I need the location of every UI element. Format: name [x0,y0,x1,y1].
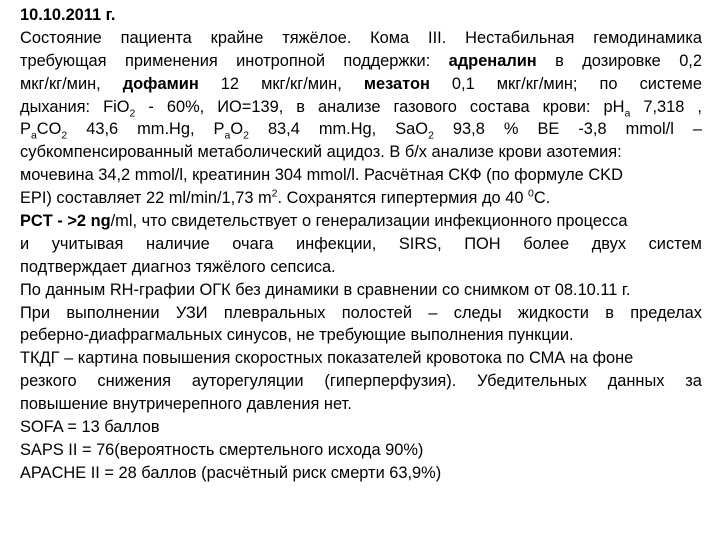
word: в [555,51,564,70]
word: mm.Hg, [137,120,195,139]
text-line: повышение внутричерепного давления нет. [20,395,352,414]
word: полостей [341,303,413,322]
word: за [685,372,702,391]
sao2-label: SaO$_2$ [395,120,434,142]
date-heading: 10.10.2011 г. [20,6,116,24]
word: 60%, [166,97,205,116]
word: Нестабильная [465,28,575,47]
word: крайне [210,28,264,47]
word: ИО=139, [217,97,284,116]
word: в [605,303,614,322]
word: плевральных [223,303,326,322]
word: дозировке [582,51,661,70]
pao2-value: 83,4 [267,120,300,139]
word: учитывая [51,234,124,253]
word: , [697,97,702,116]
word: гемодинамика [593,28,702,47]
word: систем [648,234,702,253]
word: SIRS, [398,234,442,253]
drug-mezaton: мезатон [363,74,430,93]
word: тяжёлое. [282,28,352,47]
word: (гиперперфузия). [324,372,457,391]
word: в [296,97,305,116]
word: УЗИ [175,303,208,322]
word: резкого [20,372,77,391]
word: состава [469,97,530,116]
text-line: По данным RH-графии ОГК без динамики в сравнении со снимком от 08.10.11 г. [20,280,631,299]
sofa-score: SOFA = 13 баллов [20,418,160,437]
text-line [20,233,702,256]
word: наличие [146,234,210,253]
text-line: мочевина 34,2 mmol/l, креатинин 304 mmol/l. Расчётная СКФ (по формуле CKD [20,166,623,185]
text-line [20,370,702,393]
text-line: субкомпенсированный метаболический ацидоз. В б/х анализе крови азотемия: [20,143,622,162]
ph-label: $pH_a$ [603,97,631,119]
word: ПОН [464,234,501,253]
ph-value: 7,318 [643,97,685,116]
word: % [503,120,519,139]
word: анализе [318,97,381,116]
word: Убедительных [477,372,587,391]
word: поддержки: [343,51,431,70]
word: пациента [120,28,192,47]
word: III. [428,28,447,47]
word: очага [232,234,274,253]
paco2-label: $P_aCO_2$ [20,120,68,142]
saps-score: SAPS II = 76(вероятность смертельного исхода 90%) [20,440,424,459]
paco2-value: 43,6 [86,120,119,139]
word: 0,1 [451,74,475,93]
text-line [20,210,702,233]
word: При [20,303,51,322]
word: mmol/l [625,120,674,139]
document-page [20,4,702,485]
apache-score: APACHE II = 28 баллов (расчётный риск смерти 63,9%) [20,463,442,482]
text-line [20,302,702,325]
word: выполнении [66,303,160,322]
word: Состояние [20,28,102,47]
word: мкг/кг/мин, [20,74,101,93]
word: требующая [20,51,107,70]
word: мкг/кг/мин, [261,74,342,93]
word: - [148,97,154,116]
word: BE [537,120,560,139]
word: жидкости [517,303,589,322]
word: ауторегуляции [191,372,304,391]
pao2-label: $P_aO_2$ [213,120,249,142]
word: газового [393,97,457,116]
word: снижения [97,372,171,391]
word: мкг/кг/мин; [496,74,578,93]
word: дыхания: [20,97,91,116]
text-line [20,96,702,119]
text-line: EPI) составляет 22 ml/min/1,73 $m^2$. Сохранятся гипертермия до 40 $^0$С. [20,188,551,208]
text-line: подтверждает диагноз тяжёлого сепсиса. [20,257,336,276]
sao2-value: 93,8 [452,120,485,139]
word: системе [639,74,702,93]
word: – [692,120,702,139]
word: инотропной [236,51,326,70]
word: двух [591,234,627,253]
drug-adrenaline: адреналин [448,51,537,70]
text-line [20,73,702,96]
pct-label: PCT - >2 ng [20,212,111,231]
text-line [20,27,702,50]
word: применения [124,51,218,70]
word: крови: [542,97,591,116]
text-line: реберно-диафрагмальных синусов, не требующие выполнения пункции. [20,326,574,345]
word: Кома [370,28,410,47]
fio2-label: FiO$_2$ [103,97,136,119]
word: – [428,303,438,322]
word: следы [453,303,502,322]
text-line: ТКДГ – картина повышения скоростных показателей кровотока по СМА на фоне [20,349,634,368]
drug-dopamine: дофамин [122,74,199,93]
text-run: /ml, что свидетельствует о генерализации инфекционного процесса [110,212,628,231]
be-value: -3,8 [578,120,607,139]
word: пределах [630,303,702,322]
word: инфекции, [296,234,377,253]
word: 12 [220,74,240,93]
word: по [599,74,618,93]
text-line [20,118,702,141]
text-line [20,50,702,73]
word: mm.Hg, [318,120,377,139]
word: и [20,234,30,253]
word: 0,2 [679,51,702,70]
word: данных [607,372,665,391]
word: более [523,234,570,253]
